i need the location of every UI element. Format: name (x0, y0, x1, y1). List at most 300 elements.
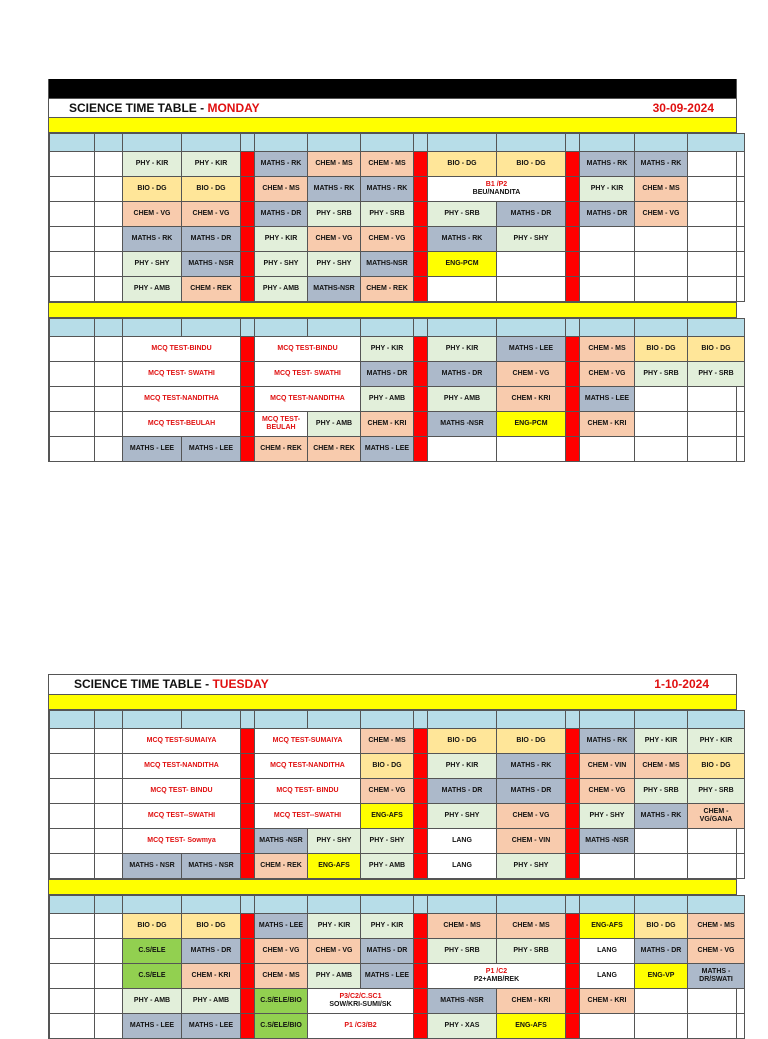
break-cell (566, 362, 580, 387)
timetable-cell: MCQ TEST-SUMAIYA (255, 729, 361, 754)
break-cell (566, 202, 580, 227)
header-cell (123, 319, 182, 337)
table-row (50, 202, 745, 227)
timetable-cell: PHY - SRB (635, 362, 688, 387)
timetable-cell: MCQ TEST- SWATHI (255, 362, 361, 387)
header-cell (497, 319, 566, 337)
timetable-cell: CHEM - MS (688, 914, 745, 939)
timetable-cell: ENG-AFS (361, 804, 414, 829)
timetable-cell: CHEM - REK (361, 277, 414, 302)
timetable-cell: MATHS - LEE (255, 914, 308, 939)
table-row (50, 362, 745, 387)
timetable-cell (95, 387, 123, 412)
timetable-cell: PHY - AMB (361, 387, 414, 412)
break-cell (241, 711, 255, 729)
timetable-cell: MATHS - RK (497, 754, 566, 779)
break-cell (566, 989, 580, 1014)
timetable-cell: PHY - AMB (255, 277, 308, 302)
timetable-cell: MCQ TEST-BEULAH (123, 412, 241, 437)
tuesday-sheet (48, 674, 737, 1039)
timetable-cell: P1 /C3/B2 (308, 1014, 414, 1039)
header-cell (635, 319, 688, 337)
table-row (50, 964, 745, 989)
table-row (50, 412, 745, 437)
timetable-cell: CHEM - VG (255, 939, 308, 964)
timetable-cell (95, 754, 123, 779)
timetable-cell (95, 227, 123, 252)
break-cell (414, 711, 428, 729)
timetable-cell: PHY - SRB (497, 939, 566, 964)
timetable-cell: MATHS - LEE (361, 437, 414, 462)
break-cell (241, 754, 255, 779)
timetable-cell: PHY - KIR (635, 729, 688, 754)
break-cell (241, 319, 255, 337)
timetable-cell: CHEM - VG (580, 362, 635, 387)
timetable-cell (688, 152, 745, 177)
timetable-cell (95, 337, 123, 362)
yellow-separator (49, 118, 736, 133)
timetable-cell (50, 729, 95, 754)
timetable-cell: PHY - KIR (182, 152, 241, 177)
timetable-cell (50, 964, 95, 989)
timetable-cell: MATHS - LEE (361, 964, 414, 989)
break-cell (241, 152, 255, 177)
break-cell (241, 277, 255, 302)
timetable-cell (95, 804, 123, 829)
timetable-cell: MATHS - DR (635, 939, 688, 964)
timetable-cell (95, 1014, 123, 1039)
timetable-cell: CHEM - VG (580, 779, 635, 804)
break-cell (566, 337, 580, 362)
timetable-cell (50, 337, 95, 362)
timetable-cell: BIO - DG (497, 152, 566, 177)
timetable-cell: PHY - SHY (123, 252, 182, 277)
header-cell (95, 896, 123, 914)
header-cell (580, 134, 635, 152)
monday-block1-table (49, 133, 745, 302)
timetable-cell: MATHS - LEE (580, 387, 635, 412)
date-label: 1-10-2024 (654, 677, 709, 691)
timetable-cell: BIO - DG (635, 914, 688, 939)
timetable-cell (428, 437, 497, 462)
header-cell (255, 319, 308, 337)
break-cell (566, 319, 580, 337)
timetable-cell: P1 /C2 P2+AMB/REK (428, 964, 566, 989)
date-label: 30-09-2024 (652, 101, 714, 115)
break-cell (241, 989, 255, 1014)
timetable-cell: PHY - KIR (361, 914, 414, 939)
yellow-separator (49, 302, 736, 318)
header-cell (182, 711, 241, 729)
break-cell (566, 711, 580, 729)
table-row (50, 914, 745, 939)
break-cell (241, 362, 255, 387)
break-cell (566, 252, 580, 277)
header-cell (95, 319, 123, 337)
table-row (50, 729, 745, 754)
break-cell (414, 227, 428, 252)
timetable-cell: C.S/ELE/BIO (255, 989, 308, 1014)
timetable-cell: MATHS - LEE (497, 337, 566, 362)
timetable-cell: BIO - DG (123, 177, 182, 202)
timetable-cell: MATHS - RK (635, 152, 688, 177)
timetable-cell: MCQ TEST--SWATHI (123, 804, 241, 829)
tuesday-block2-table (49, 895, 745, 1039)
timetable-cell: ENG-VP (635, 964, 688, 989)
timetable-cell: MATHS - RK (361, 177, 414, 202)
timetable-cell: MATHS - RK (255, 152, 308, 177)
break-cell (414, 754, 428, 779)
timetable-cell: PHY - SRB (308, 202, 361, 227)
timetable-cell (50, 202, 95, 227)
break-cell (414, 939, 428, 964)
header-cell (123, 134, 182, 152)
timetable-cell: CHEM - MS (635, 754, 688, 779)
break-cell (241, 854, 255, 879)
timetable-cell: PHY - SRB (361, 202, 414, 227)
break-cell (414, 387, 428, 412)
timetable-cell: MCQ TEST-BINDU (255, 337, 361, 362)
header-cell (308, 134, 361, 152)
break-cell (241, 387, 255, 412)
timetable-cell (50, 277, 95, 302)
timetable-cell (580, 1014, 635, 1039)
timetable-cell (95, 729, 123, 754)
break-cell (241, 337, 255, 362)
header-cell (688, 134, 745, 152)
timetable-cell: MATHS - DR (497, 779, 566, 804)
timetable-cell: BIO - DG (182, 177, 241, 202)
timetable-cell: MATHS - DR (361, 362, 414, 387)
timetable-cell: MATHS - LEE (182, 437, 241, 462)
timetable-cell (95, 989, 123, 1014)
table-row (50, 854, 745, 879)
timetable-cell (50, 412, 95, 437)
table-row (50, 779, 745, 804)
timetable-cell (635, 829, 688, 854)
timetable-cell: MCQ TEST-BINDU (123, 337, 241, 362)
header-cell (580, 319, 635, 337)
header-cell (361, 134, 414, 152)
table-row (50, 437, 745, 462)
timetable-cell: PHY - AMB (182, 989, 241, 1014)
break-cell (566, 854, 580, 879)
timetable-cell: PHY - XAS (428, 1014, 497, 1039)
timetable-cell: PHY - KIR (580, 177, 635, 202)
header-cell (580, 896, 635, 914)
timetable-cell (635, 252, 688, 277)
timetable-cell: MCQ TEST-NANDITHA (255, 754, 361, 779)
header-cell (182, 134, 241, 152)
header-cell (50, 134, 95, 152)
timetable-cell: MATHS - LEE (123, 437, 182, 462)
timetable-cell: ENG-PCM (497, 412, 566, 437)
timetable-cell: CHEM - KRI (182, 964, 241, 989)
break-cell (566, 152, 580, 177)
timetable-cell: CHEM - REK (182, 277, 241, 302)
timetable-cell (50, 854, 95, 879)
timetable-cell (95, 939, 123, 964)
timetable-cell (688, 1014, 745, 1039)
yellow-separator (49, 695, 736, 710)
timetable-cell: PHY - KIR (688, 729, 745, 754)
break-cell (414, 152, 428, 177)
timetable-cell (50, 437, 95, 462)
break-cell (241, 779, 255, 804)
timetable-cell (635, 989, 688, 1014)
timetable-cell: CHEM - REK (255, 854, 308, 879)
timetable-cell: PHY - SRB (635, 779, 688, 804)
timetable-cell: BIO - DG (497, 729, 566, 754)
break-cell (566, 412, 580, 437)
monday-block2-table (49, 318, 745, 462)
timetable-cell (635, 854, 688, 879)
timetable-cell: ENG-AFS (308, 854, 361, 879)
timetable-cell: LANG (428, 829, 497, 854)
timetable-cell (95, 202, 123, 227)
timetable-cell (635, 277, 688, 302)
timetable-cell: PHY - AMB (123, 989, 182, 1014)
header-cell (428, 134, 497, 152)
timetable-cell: PHY - KIR (255, 227, 308, 252)
break-cell (414, 277, 428, 302)
timetable-cell (688, 227, 745, 252)
timetable-cell (95, 437, 123, 462)
break-cell (414, 134, 428, 152)
table-row (50, 829, 745, 854)
timetable-cell: CHEM - MS (308, 152, 361, 177)
break-cell (566, 964, 580, 989)
timetable-cell (688, 387, 745, 412)
timetable-cell: CHEM - MS (635, 177, 688, 202)
timetable-cell (688, 277, 745, 302)
break-cell (566, 914, 580, 939)
timetable-cell: PHY - AMB (308, 964, 361, 989)
timetable-cell: CHEM - VG (123, 202, 182, 227)
header-cell (428, 711, 497, 729)
timetable-cell (635, 437, 688, 462)
break-cell (241, 134, 255, 152)
timetable-cell (95, 854, 123, 879)
table-row (50, 337, 745, 362)
timetable-cell: CHEM - VG (361, 227, 414, 252)
break-cell (414, 804, 428, 829)
break-cell (414, 914, 428, 939)
timetable-cell: MATHS - DR (497, 202, 566, 227)
timetable-cell: MATHS -NSR (255, 829, 308, 854)
break-cell (566, 227, 580, 252)
timetable-cell: BIO - DG (182, 914, 241, 939)
timetable-cell: PHY - KIR (361, 337, 414, 362)
timetable-cell: MCQ TEST-NANDITHA (255, 387, 361, 412)
header-cell (428, 319, 497, 337)
timetable-cell: B1 /P2 BEU/NANDITA (428, 177, 566, 202)
header-cell (95, 134, 123, 152)
timetable-cell: CHEM - REK (255, 437, 308, 462)
timetable-cell (688, 989, 745, 1014)
header-cell (50, 711, 95, 729)
timetable-cell: PHY - KIR (428, 754, 497, 779)
timetable-cell: PHY - AMB (308, 412, 361, 437)
break-cell (414, 896, 428, 914)
break-cell (566, 896, 580, 914)
break-cell (241, 939, 255, 964)
timetable-cell: LANG (428, 854, 497, 879)
timetable-cell: MATHS - NSR (123, 854, 182, 879)
timetable-cell: BIO - DG (428, 152, 497, 177)
header-cell (182, 319, 241, 337)
timetable-cell: PHY - SRB (428, 202, 497, 227)
timetable-cell (50, 829, 95, 854)
header-cell (635, 134, 688, 152)
break-cell (566, 804, 580, 829)
header-cell (361, 319, 414, 337)
timetable-cell (688, 177, 745, 202)
timetable-cell (50, 779, 95, 804)
break-cell (414, 779, 428, 804)
timetable-cell (95, 252, 123, 277)
table-row (50, 754, 745, 779)
timetable-cell: MCQ TEST-NANDITHA (123, 754, 241, 779)
break-cell (414, 319, 428, 337)
header-cell (308, 711, 361, 729)
timetable-cell: MCQ TEST- BINDU (123, 779, 241, 804)
timetable-cell: PHY - AMB (361, 854, 414, 879)
timetable-cell (50, 152, 95, 177)
timetable-cell: PHY - AMB (428, 387, 497, 412)
tuesday-title-bar (49, 674, 736, 695)
timetable-cell: CHEM - VG (497, 804, 566, 829)
yellow-separator (49, 879, 736, 895)
timetable-cell: PHY - SHY (255, 252, 308, 277)
header-cell (308, 319, 361, 337)
timetable-cell (50, 939, 95, 964)
table-row (50, 387, 745, 412)
table-row (50, 252, 745, 277)
header-cell (635, 896, 688, 914)
table-row (50, 227, 745, 252)
timetable-cell (688, 202, 745, 227)
break-cell (414, 989, 428, 1014)
break-cell (566, 134, 580, 152)
break-cell (414, 252, 428, 277)
header-cell (688, 711, 745, 729)
timetable-cell (50, 989, 95, 1014)
timetable-cell: CHEM - VIN (580, 754, 635, 779)
break-cell (566, 939, 580, 964)
timetable-cell: C.S/ELE (123, 964, 182, 989)
timetable-cell: PHY - SHY (497, 227, 566, 252)
timetable-cell: MATHS - DR (428, 779, 497, 804)
timetable-cell: PHY - SHY (308, 252, 361, 277)
page-title: SCIENCE TIME TABLE - MONDAY (69, 101, 260, 115)
break-cell (566, 754, 580, 779)
timetable-cell: PHY - KIR (428, 337, 497, 362)
header-cell (635, 711, 688, 729)
timetable-cell: MATHS - RK (580, 729, 635, 754)
timetable-cell: MATHS -NSR (428, 412, 497, 437)
timetable-cell: MATHS - DR (255, 202, 308, 227)
timetable-cell: CHEM - VG (182, 202, 241, 227)
timetable-cell (50, 387, 95, 412)
timetable-cell (688, 437, 745, 462)
header-cell (123, 896, 182, 914)
timetable-cell: PHY - SHY (308, 829, 361, 854)
monday-sheet (48, 79, 737, 462)
timetable-cell: MCQ TEST- BINDU (255, 779, 361, 804)
break-cell (241, 412, 255, 437)
break-cell (414, 437, 428, 462)
timetable-cell: CHEM - VG (361, 779, 414, 804)
timetable-cell: CHEM - VG (308, 227, 361, 252)
timetable-cell (580, 277, 635, 302)
timetable-cell: CHEM - VG (688, 939, 745, 964)
timetable-cell: MATHS-NSR (308, 277, 361, 302)
header-cell (497, 896, 566, 914)
break-cell (241, 964, 255, 989)
timetable-cell: PHY - SRB (428, 939, 497, 964)
monday-title-bar (49, 98, 736, 118)
timetable-cell (580, 252, 635, 277)
timetable-cell: PHY - KIR (123, 152, 182, 177)
timetable-cell: MCQ TEST--SWATHI (255, 804, 361, 829)
timetable-cell: CHEM - KRI (361, 412, 414, 437)
break-cell (566, 829, 580, 854)
timetable-cell: MCQ TEST-SUMAIYA (123, 729, 241, 754)
timetable-cell (497, 252, 566, 277)
timetable-cell: MATHS - LEE (182, 1014, 241, 1039)
timetable-cell (50, 804, 95, 829)
break-cell (241, 729, 255, 754)
tuesday-block1-table (49, 710, 745, 879)
timetable-cell: CHEM - VG (497, 362, 566, 387)
timetable-cell: MATHS - NSR (182, 252, 241, 277)
timetable-cell: BIO - DG (123, 914, 182, 939)
header-cell (50, 896, 95, 914)
timetable-cell: MATHS - RK (580, 152, 635, 177)
header-cell (182, 896, 241, 914)
header-black-bar (49, 79, 736, 98)
break-cell (241, 202, 255, 227)
timetable-cell (688, 412, 745, 437)
timetable-cell (635, 227, 688, 252)
break-cell (414, 829, 428, 854)
header-cell (255, 896, 308, 914)
timetable-cell: CHEM - MS (255, 177, 308, 202)
timetable-cell: MATHS -NSR (580, 829, 635, 854)
timetable-cell: BIO - DG (688, 754, 745, 779)
timetable-cell: BIO - DG (428, 729, 497, 754)
timetable-cell: BIO - DG (361, 754, 414, 779)
break-cell (241, 896, 255, 914)
timetable-cell (50, 754, 95, 779)
timetable-cell (95, 779, 123, 804)
timetable-cell (50, 227, 95, 252)
table-row (50, 804, 745, 829)
timetable-cell (50, 252, 95, 277)
timetable-cell (50, 362, 95, 387)
timetable-cell: ENG-AFS (580, 914, 635, 939)
timetable-cell: MATHS -NSR (428, 989, 497, 1014)
timetable-cell (95, 277, 123, 302)
header-cell (580, 711, 635, 729)
header-cell (361, 896, 414, 914)
header-cell (688, 896, 745, 914)
timetable-cell (580, 854, 635, 879)
timetable-cell (95, 964, 123, 989)
timetable-cell: MATHS - NSR (182, 854, 241, 879)
timetable-cell (688, 829, 745, 854)
